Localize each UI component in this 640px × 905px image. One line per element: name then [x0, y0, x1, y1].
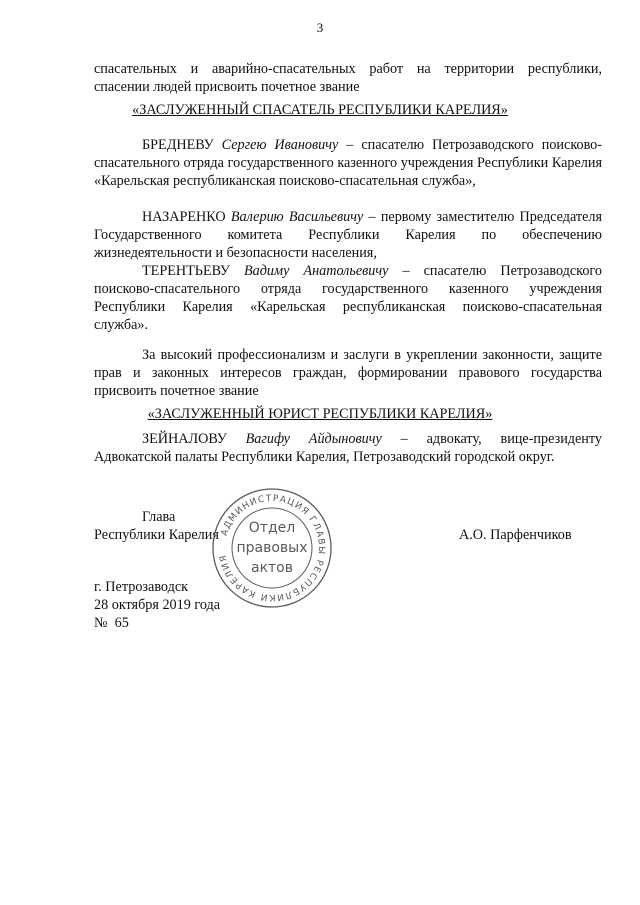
official-stamp: [210, 486, 334, 610]
award-title-rescuer: «ЗАСЛУЖЕННЫЙ СПАСАТЕЛЬ РЕСПУБЛИКИ КАРЕЛИЯ»: [132, 102, 508, 118]
signing-place: г. Петрозаводск: [94, 579, 189, 595]
signature-position-line-1: Глава: [142, 509, 176, 525]
entry-name: Валерию Васильевичу: [230, 209, 364, 225]
signing-date: 28 октября 2019 года: [94, 597, 221, 613]
stamp-line-2: правовых: [236, 540, 308, 556]
entry-description: – спасателю Петрозаводского поисково-спасательного отряда государственного казенного учреждения Республики Карелия «Карельская республиканская поисково-спасательная служба»,: [94, 137, 603, 189]
award-entry-lawyer: [94, 430, 602, 466]
intro-line-1: спасательных и аварийно-спасательных работ на территории республики,: [94, 61, 602, 77]
entry-surname: НАЗАРЕНКО: [142, 209, 226, 225]
intro-line-2: спасении людей присвоить почетное звание: [94, 79, 360, 95]
stamp-line-1: Отдел: [248, 520, 296, 536]
entry-description: – адвокату, вице-президенту Адвокатской палаты Республики Карелия, Петрозаводский городской округ.: [94, 431, 602, 465]
signer-name: А.О. Парфенчиков: [459, 527, 572, 543]
entry-name: Сергею Ивановичу: [221, 137, 339, 153]
entry-description: – первому заместителю Председателя Государственного комитета Республики Карелия по обеспечению жизнедеятельности и безопасности населения,: [94, 209, 603, 261]
award-entry-rescuer-1: [94, 136, 602, 190]
award-title-lawyer: «ЗАСЛУЖЕННЫЙ ЮРИСТ РЕСПУБЛИКИ КАРЕЛИЯ»: [147, 406, 493, 422]
award-entry-rescuer-3: [94, 262, 602, 334]
signature-position-line-2: Республики Карелия: [94, 527, 219, 543]
entry-surname: ЗЕЙНАЛОВУ: [142, 431, 227, 447]
stamp-line-3: актов: [250, 560, 294, 576]
page-number: 3: [316, 20, 324, 35]
entry-name: Вадиму Анатольевичу: [244, 263, 389, 279]
lawyer-award-intro: За высокий профессионализм и заслуги в укреплении законности, защите прав и законных интересов граждан, формировании правового государства присвоить почетное звание: [94, 347, 602, 399]
entry-description: – спасателю Петрозаводского поисково-спасательного отряда государственного казенного учреждения Республики Карелия «Карельская республиканская поисково-спасательная служба».: [94, 263, 602, 333]
entry-name: Вагифу Айдыновичу: [245, 431, 382, 447]
entry-surname: БРЕДНЕВУ: [142, 137, 214, 153]
stamp-ring-text: АДМИНИСТРАЦИЯ ГЛАВЫ РЕСПУБЛИКИ КАРЕЛИЯ: [218, 493, 327, 603]
entry-surname: ТЕРЕНТЬЕВУ: [142, 263, 230, 279]
award-entry-rescuer-2: [94, 208, 602, 262]
document-number: № 65: [94, 615, 129, 631]
